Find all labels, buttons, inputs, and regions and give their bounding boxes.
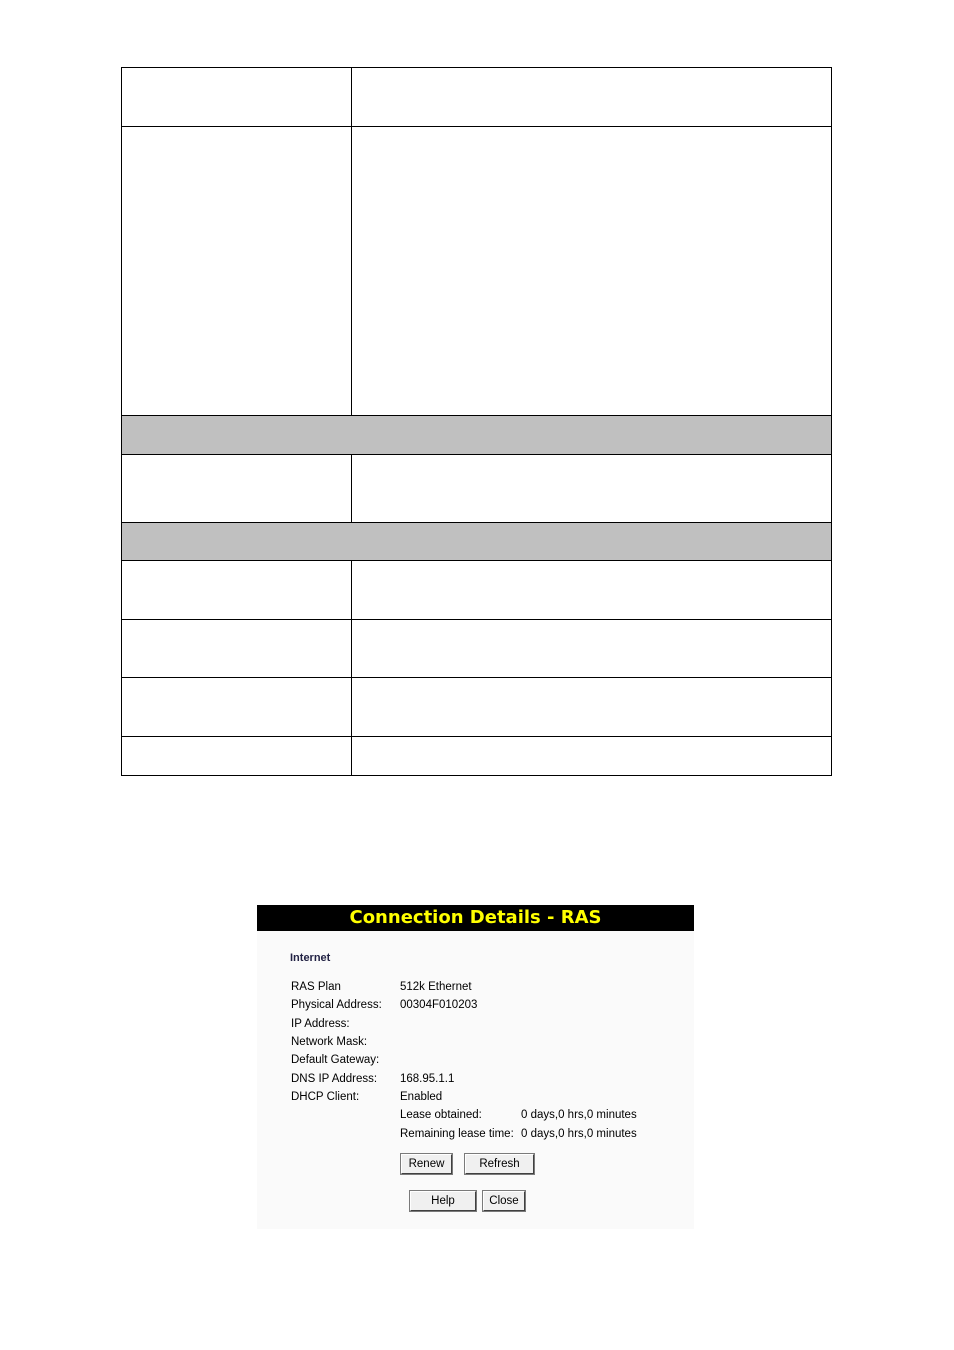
document-table: [121, 67, 832, 776]
help-button[interactable]: Help: [410, 1191, 476, 1211]
info-row-network-mask: [291, 1035, 400, 1049]
panel-title: Connection Details - RAS: [257, 905, 694, 931]
table-cell: [122, 678, 352, 737]
info-row-default-gateway: [291, 1053, 400, 1067]
info-label: Physical Address:: [291, 999, 382, 1011]
table-cell: [122, 620, 352, 678]
lease-label: Lease obtained:: [400, 1109, 482, 1121]
table-cell: [352, 620, 832, 678]
lease-label: Remaining lease time:: [400, 1128, 514, 1140]
table-row: [122, 737, 832, 776]
table-row: [122, 68, 832, 127]
info-label: IP Address:: [291, 1018, 350, 1030]
info-row-dhcp-client: [291, 1090, 442, 1104]
table-row: [122, 127, 832, 416]
table-section-row: [122, 523, 832, 561]
section-label: Internet: [290, 952, 331, 964]
info-value: Enabled: [400, 1091, 443, 1103]
refresh-button[interactable]: Refresh: [465, 1154, 534, 1174]
table-section-cell: [122, 416, 832, 455]
table-row: [122, 678, 832, 737]
table-cell: [122, 561, 352, 620]
table-row: [122, 561, 832, 620]
table-cell: [122, 737, 352, 776]
table-row: [122, 620, 832, 678]
connection-details-panel: [257, 905, 694, 1229]
table-cell: [352, 561, 832, 620]
table-cell: [352, 455, 832, 523]
lease-value: 0 days,0 hrs,0 minutes: [521, 1128, 637, 1140]
table-cell: [352, 68, 832, 127]
renew-button[interactable]: Renew: [401, 1154, 452, 1174]
lease-value: 0 days,0 hrs,0 minutes: [521, 1109, 637, 1121]
info-row-ras-plan: [291, 980, 472, 994]
remaining-lease-row: [400, 1127, 637, 1141]
close-button[interactable]: Close: [483, 1191, 525, 1211]
table-cell: [122, 455, 352, 523]
table-section-row: [122, 416, 832, 455]
table-section-cell: [122, 523, 832, 561]
info-label: Network Mask:: [291, 1036, 368, 1048]
info-label: DNS IP Address:: [291, 1073, 378, 1085]
info-value: 168.95.1.1: [400, 1073, 455, 1085]
table-cell: [122, 68, 352, 127]
info-label: DHCP Client:: [291, 1091, 360, 1103]
table-cell: [352, 737, 832, 776]
info-value: 00304F010203: [400, 999, 478, 1011]
info-label: RAS Plan: [291, 981, 341, 993]
table-cell: [352, 127, 832, 416]
info-label: Default Gateway:: [291, 1054, 380, 1066]
info-value: 512k Ethernet: [400, 981, 472, 993]
info-row-physical-address: [291, 998, 477, 1012]
table-cell: [352, 678, 832, 737]
table-cell: [122, 127, 352, 416]
table-row: [122, 455, 832, 523]
info-row-ip-address: [291, 1017, 400, 1031]
lease-obtained-row: [400, 1108, 637, 1122]
info-row-dns-ip-address: [291, 1072, 454, 1086]
